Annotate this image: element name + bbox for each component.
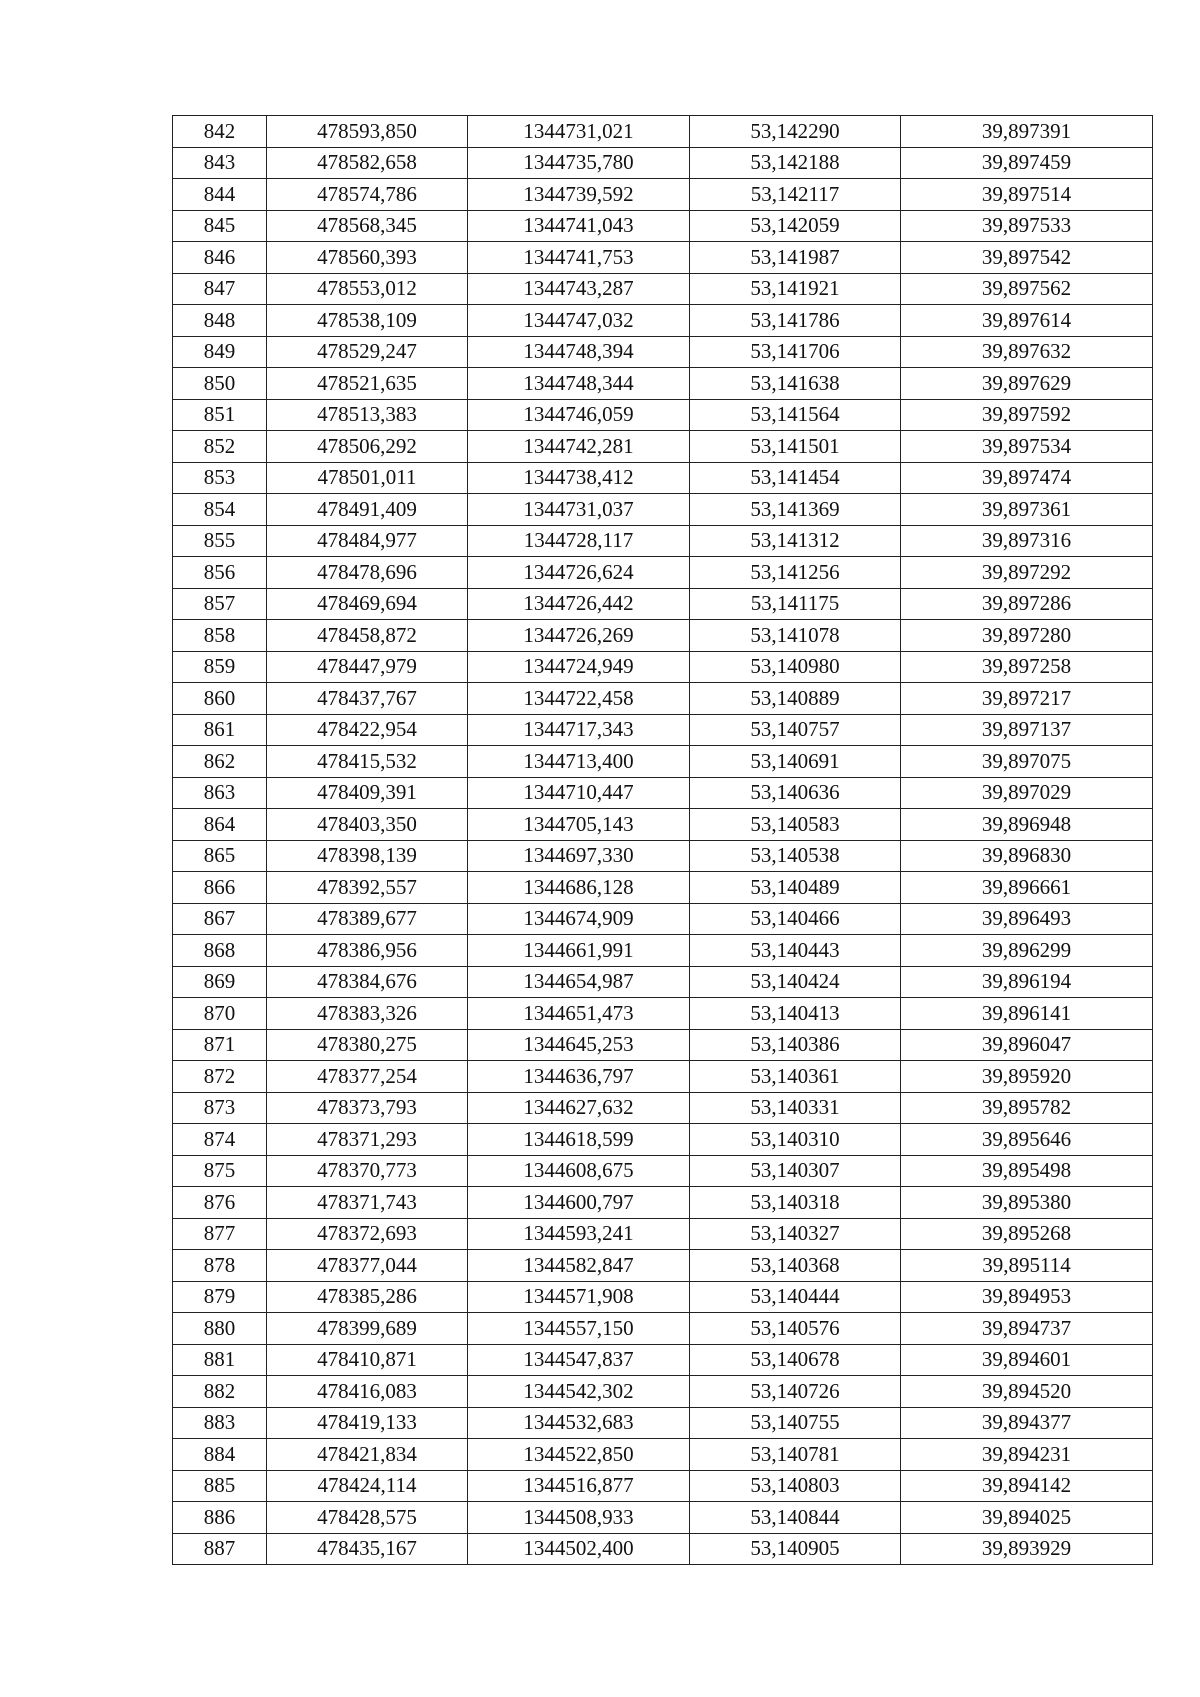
y-coordinate-cell: 1344742,281 (468, 431, 690, 463)
table-row (173, 714, 1153, 746)
y-coordinate-cell: 1344686,128 (468, 872, 690, 904)
point-number-cell: 880 (173, 1313, 267, 1345)
longitude-cell: 39,897075 (901, 746, 1153, 778)
table-row (173, 746, 1153, 778)
x-coordinate-cell: 478484,977 (267, 525, 468, 557)
y-coordinate-cell: 1344705,143 (468, 809, 690, 841)
point-number-cell: 877 (173, 1218, 267, 1250)
latitude-cell: 53,140757 (690, 714, 901, 746)
longitude-cell: 39,897562 (901, 273, 1153, 305)
longitude-cell: 39,894520 (901, 1376, 1153, 1408)
longitude-cell: 39,897514 (901, 179, 1153, 211)
table-row (173, 1124, 1153, 1156)
table-row (173, 1061, 1153, 1093)
y-coordinate-cell: 1344728,117 (468, 525, 690, 557)
y-coordinate-cell: 1344722,458 (468, 683, 690, 715)
x-coordinate-cell: 478593,850 (267, 116, 468, 148)
coordinates-table (172, 115, 1153, 1565)
longitude-cell: 39,897614 (901, 305, 1153, 337)
longitude-cell: 39,896141 (901, 998, 1153, 1030)
x-coordinate-cell: 478478,696 (267, 557, 468, 589)
longitude-cell: 39,896299 (901, 935, 1153, 967)
y-coordinate-cell: 1344651,473 (468, 998, 690, 1030)
y-coordinate-cell: 1344747,032 (468, 305, 690, 337)
x-coordinate-cell: 478383,326 (267, 998, 468, 1030)
y-coordinate-cell: 1344654,987 (468, 966, 690, 998)
table-row (173, 1092, 1153, 1124)
point-number-cell: 862 (173, 746, 267, 778)
point-number-cell: 868 (173, 935, 267, 967)
x-coordinate-cell: 478513,383 (267, 399, 468, 431)
table-row (173, 1470, 1153, 1502)
table-row (173, 683, 1153, 715)
longitude-cell: 39,897292 (901, 557, 1153, 589)
longitude-cell: 39,897534 (901, 431, 1153, 463)
x-coordinate-cell: 478415,532 (267, 746, 468, 778)
longitude-cell: 39,894231 (901, 1439, 1153, 1471)
latitude-cell: 53,141256 (690, 557, 901, 589)
table-row (173, 1533, 1153, 1565)
y-coordinate-cell: 1344661,991 (468, 935, 690, 967)
latitude-cell: 53,140980 (690, 651, 901, 683)
point-number-cell: 879 (173, 1281, 267, 1313)
point-number-cell: 878 (173, 1250, 267, 1282)
point-number-cell: 849 (173, 336, 267, 368)
x-coordinate-cell: 478521,635 (267, 368, 468, 400)
y-coordinate-cell: 1344731,037 (468, 494, 690, 526)
point-number-cell: 850 (173, 368, 267, 400)
point-number-cell: 871 (173, 1029, 267, 1061)
x-coordinate-cell: 478458,872 (267, 620, 468, 652)
x-coordinate-cell: 478386,956 (267, 935, 468, 967)
point-number-cell: 863 (173, 777, 267, 809)
latitude-cell: 53,140803 (690, 1470, 901, 1502)
y-coordinate-cell: 1344516,877 (468, 1470, 690, 1502)
longitude-cell: 39,894953 (901, 1281, 1153, 1313)
x-coordinate-cell: 478538,109 (267, 305, 468, 337)
latitude-cell: 53,140844 (690, 1502, 901, 1534)
point-number-cell: 846 (173, 242, 267, 274)
longitude-cell: 39,894377 (901, 1407, 1153, 1439)
point-number-cell: 848 (173, 305, 267, 337)
latitude-cell: 53,141564 (690, 399, 901, 431)
y-coordinate-cell: 1344542,302 (468, 1376, 690, 1408)
latitude-cell: 53,140413 (690, 998, 901, 1030)
table-row (173, 1281, 1153, 1313)
y-coordinate-cell: 1344717,343 (468, 714, 690, 746)
point-number-cell: 869 (173, 966, 267, 998)
latitude-cell: 53,140331 (690, 1092, 901, 1124)
latitude-cell: 53,142188 (690, 147, 901, 179)
table-row (173, 809, 1153, 841)
table-row (173, 1344, 1153, 1376)
point-number-cell: 865 (173, 840, 267, 872)
table-row (173, 620, 1153, 652)
y-coordinate-cell: 1344739,592 (468, 179, 690, 211)
table-row (173, 336, 1153, 368)
longitude-cell: 39,895920 (901, 1061, 1153, 1093)
table-row (173, 1439, 1153, 1471)
longitude-cell: 39,895114 (901, 1250, 1153, 1282)
point-number-cell: 860 (173, 683, 267, 715)
y-coordinate-cell: 1344726,624 (468, 557, 690, 589)
latitude-cell: 53,141369 (690, 494, 901, 526)
point-number-cell: 885 (173, 1470, 267, 1502)
x-coordinate-cell: 478371,743 (267, 1187, 468, 1219)
latitude-cell: 53,140307 (690, 1155, 901, 1187)
y-coordinate-cell: 1344726,442 (468, 588, 690, 620)
y-coordinate-cell: 1344547,837 (468, 1344, 690, 1376)
latitude-cell: 53,140781 (690, 1439, 901, 1471)
table-row (173, 588, 1153, 620)
x-coordinate-cell: 478529,247 (267, 336, 468, 368)
x-coordinate-cell: 478435,167 (267, 1533, 468, 1565)
table-row (173, 903, 1153, 935)
y-coordinate-cell: 1344593,241 (468, 1218, 690, 1250)
point-number-cell: 859 (173, 651, 267, 683)
longitude-cell: 39,897629 (901, 368, 1153, 400)
table-row (173, 242, 1153, 274)
x-coordinate-cell: 478380,275 (267, 1029, 468, 1061)
x-coordinate-cell: 478582,658 (267, 147, 468, 179)
longitude-cell: 39,896047 (901, 1029, 1153, 1061)
y-coordinate-cell: 1344608,675 (468, 1155, 690, 1187)
point-number-cell: 851 (173, 399, 267, 431)
longitude-cell: 39,897286 (901, 588, 1153, 620)
table-row (173, 935, 1153, 967)
x-coordinate-cell: 478560,393 (267, 242, 468, 274)
x-coordinate-cell: 478424,114 (267, 1470, 468, 1502)
point-number-cell: 884 (173, 1439, 267, 1471)
y-coordinate-cell: 1344674,909 (468, 903, 690, 935)
y-coordinate-cell: 1344748,344 (468, 368, 690, 400)
longitude-cell: 39,896830 (901, 840, 1153, 872)
table-row (173, 147, 1153, 179)
point-number-cell: 872 (173, 1061, 267, 1093)
x-coordinate-cell: 478421,834 (267, 1439, 468, 1471)
y-coordinate-cell: 1344738,412 (468, 462, 690, 494)
point-number-cell: 886 (173, 1502, 267, 1534)
latitude-cell: 53,141312 (690, 525, 901, 557)
y-coordinate-cell: 1344618,599 (468, 1124, 690, 1156)
x-coordinate-cell: 478422,954 (267, 714, 468, 746)
latitude-cell: 53,141638 (690, 368, 901, 400)
point-number-cell: 873 (173, 1092, 267, 1124)
y-coordinate-cell: 1344735,780 (468, 147, 690, 179)
table-row (173, 116, 1153, 148)
table-row (173, 1218, 1153, 1250)
longitude-cell: 39,897474 (901, 462, 1153, 494)
latitude-cell: 53,140466 (690, 903, 901, 935)
y-coordinate-cell: 1344748,394 (468, 336, 690, 368)
x-coordinate-cell: 478419,133 (267, 1407, 468, 1439)
longitude-cell: 39,896948 (901, 809, 1153, 841)
table-row (173, 305, 1153, 337)
table-row (173, 1376, 1153, 1408)
x-coordinate-cell: 478377,254 (267, 1061, 468, 1093)
longitude-cell: 39,894601 (901, 1344, 1153, 1376)
x-coordinate-cell: 478568,345 (267, 210, 468, 242)
latitude-cell: 53,141921 (690, 273, 901, 305)
point-number-cell: 864 (173, 809, 267, 841)
point-number-cell: 843 (173, 147, 267, 179)
point-number-cell: 876 (173, 1187, 267, 1219)
x-coordinate-cell: 478410,871 (267, 1344, 468, 1376)
y-coordinate-cell: 1344645,253 (468, 1029, 690, 1061)
y-coordinate-cell: 1344726,269 (468, 620, 690, 652)
table-row (173, 1155, 1153, 1187)
point-number-cell: 858 (173, 620, 267, 652)
table-row (173, 431, 1153, 463)
latitude-cell: 53,140583 (690, 809, 901, 841)
longitude-cell: 39,897533 (901, 210, 1153, 242)
table-row (173, 1407, 1153, 1439)
latitude-cell: 53,140318 (690, 1187, 901, 1219)
table-row (173, 1187, 1153, 1219)
x-coordinate-cell: 478398,139 (267, 840, 468, 872)
table-row (173, 1250, 1153, 1282)
latitude-cell: 53,141454 (690, 462, 901, 494)
longitude-cell: 39,897361 (901, 494, 1153, 526)
longitude-cell: 39,897542 (901, 242, 1153, 274)
longitude-cell: 39,897632 (901, 336, 1153, 368)
longitude-cell: 39,897137 (901, 714, 1153, 746)
latitude-cell: 53,140310 (690, 1124, 901, 1156)
point-number-cell: 847 (173, 273, 267, 305)
latitude-cell: 53,140678 (690, 1344, 901, 1376)
table-row (173, 179, 1153, 211)
x-coordinate-cell: 478574,786 (267, 179, 468, 211)
latitude-cell: 53,140489 (690, 872, 901, 904)
x-coordinate-cell: 478389,677 (267, 903, 468, 935)
latitude-cell: 53,141078 (690, 620, 901, 652)
latitude-cell: 53,140576 (690, 1313, 901, 1345)
point-number-cell: 874 (173, 1124, 267, 1156)
x-coordinate-cell: 478469,694 (267, 588, 468, 620)
latitude-cell: 53,140444 (690, 1281, 901, 1313)
point-number-cell: 887 (173, 1533, 267, 1565)
table-row (173, 1502, 1153, 1534)
latitude-cell: 53,141175 (690, 588, 901, 620)
latitude-cell: 53,141501 (690, 431, 901, 463)
table-row (173, 462, 1153, 494)
latitude-cell: 53,141786 (690, 305, 901, 337)
longitude-cell: 39,895268 (901, 1218, 1153, 1250)
latitude-cell: 53,142059 (690, 210, 901, 242)
x-coordinate-cell: 478409,391 (267, 777, 468, 809)
latitude-cell: 53,140327 (690, 1218, 901, 1250)
y-coordinate-cell: 1344508,933 (468, 1502, 690, 1534)
table-row (173, 840, 1153, 872)
latitude-cell: 53,140538 (690, 840, 901, 872)
latitude-cell: 53,142117 (690, 179, 901, 211)
y-coordinate-cell: 1344627,632 (468, 1092, 690, 1124)
longitude-cell: 39,896194 (901, 966, 1153, 998)
y-coordinate-cell: 1344557,150 (468, 1313, 690, 1345)
latitude-cell: 53,141706 (690, 336, 901, 368)
longitude-cell: 39,894142 (901, 1470, 1153, 1502)
y-coordinate-cell: 1344522,850 (468, 1439, 690, 1471)
x-coordinate-cell: 478392,557 (267, 872, 468, 904)
y-coordinate-cell: 1344502,400 (468, 1533, 690, 1565)
table-row (173, 872, 1153, 904)
x-coordinate-cell: 478371,293 (267, 1124, 468, 1156)
y-coordinate-cell: 1344697,330 (468, 840, 690, 872)
x-coordinate-cell: 478403,350 (267, 809, 468, 841)
point-number-cell: 856 (173, 557, 267, 589)
longitude-cell: 39,893929 (901, 1533, 1153, 1565)
point-number-cell: 845 (173, 210, 267, 242)
x-coordinate-cell: 478416,083 (267, 1376, 468, 1408)
point-number-cell: 853 (173, 462, 267, 494)
longitude-cell: 39,897592 (901, 399, 1153, 431)
table-row (173, 998, 1153, 1030)
point-number-cell: 866 (173, 872, 267, 904)
point-number-cell: 852 (173, 431, 267, 463)
x-coordinate-cell: 478553,012 (267, 273, 468, 305)
x-coordinate-cell: 478399,689 (267, 1313, 468, 1345)
latitude-cell: 53,142290 (690, 116, 901, 148)
latitude-cell: 53,140691 (690, 746, 901, 778)
coordinates-table-body (173, 116, 1153, 1565)
point-number-cell: 881 (173, 1344, 267, 1376)
table-row (173, 399, 1153, 431)
point-number-cell: 854 (173, 494, 267, 526)
point-number-cell: 875 (173, 1155, 267, 1187)
longitude-cell: 39,897280 (901, 620, 1153, 652)
point-number-cell: 882 (173, 1376, 267, 1408)
x-coordinate-cell: 478385,286 (267, 1281, 468, 1313)
x-coordinate-cell: 478377,044 (267, 1250, 468, 1282)
longitude-cell: 39,895646 (901, 1124, 1153, 1156)
longitude-cell: 39,897258 (901, 651, 1153, 683)
point-number-cell: 870 (173, 998, 267, 1030)
longitude-cell: 39,897391 (901, 116, 1153, 148)
table-row (173, 368, 1153, 400)
y-coordinate-cell: 1344741,753 (468, 242, 690, 274)
longitude-cell: 39,897316 (901, 525, 1153, 557)
latitude-cell: 53,140636 (690, 777, 901, 809)
point-number-cell: 855 (173, 525, 267, 557)
longitude-cell: 39,896661 (901, 872, 1153, 904)
longitude-cell: 39,894025 (901, 1502, 1153, 1534)
table-row (173, 777, 1153, 809)
y-coordinate-cell: 1344532,683 (468, 1407, 690, 1439)
x-coordinate-cell: 478372,693 (267, 1218, 468, 1250)
point-number-cell: 844 (173, 179, 267, 211)
latitude-cell: 53,140443 (690, 935, 901, 967)
point-number-cell: 883 (173, 1407, 267, 1439)
table-row (173, 1313, 1153, 1345)
point-number-cell: 857 (173, 588, 267, 620)
y-coordinate-cell: 1344600,797 (468, 1187, 690, 1219)
latitude-cell: 53,140905 (690, 1533, 901, 1565)
y-coordinate-cell: 1344731,021 (468, 116, 690, 148)
longitude-cell: 39,897459 (901, 147, 1153, 179)
latitude-cell: 53,140386 (690, 1029, 901, 1061)
latitude-cell: 53,140368 (690, 1250, 901, 1282)
point-number-cell: 842 (173, 116, 267, 148)
x-coordinate-cell: 478428,575 (267, 1502, 468, 1534)
longitude-cell: 39,897217 (901, 683, 1153, 715)
y-coordinate-cell: 1344743,287 (468, 273, 690, 305)
table-row (173, 494, 1153, 526)
latitude-cell: 53,141987 (690, 242, 901, 274)
x-coordinate-cell: 478501,011 (267, 462, 468, 494)
table-row (173, 525, 1153, 557)
latitude-cell: 53,140889 (690, 683, 901, 715)
x-coordinate-cell: 478370,773 (267, 1155, 468, 1187)
x-coordinate-cell: 478491,409 (267, 494, 468, 526)
y-coordinate-cell: 1344571,908 (468, 1281, 690, 1313)
y-coordinate-cell: 1344741,043 (468, 210, 690, 242)
longitude-cell: 39,895782 (901, 1092, 1153, 1124)
table-row (173, 1029, 1153, 1061)
latitude-cell: 53,140755 (690, 1407, 901, 1439)
y-coordinate-cell: 1344636,797 (468, 1061, 690, 1093)
x-coordinate-cell: 478373,793 (267, 1092, 468, 1124)
longitude-cell: 39,894737 (901, 1313, 1153, 1345)
x-coordinate-cell: 478447,979 (267, 651, 468, 683)
y-coordinate-cell: 1344710,447 (468, 777, 690, 809)
x-coordinate-cell: 478506,292 (267, 431, 468, 463)
table-row (173, 273, 1153, 305)
longitude-cell: 39,896493 (901, 903, 1153, 935)
x-coordinate-cell: 478437,767 (267, 683, 468, 715)
table-row (173, 557, 1153, 589)
table-row (173, 966, 1153, 998)
table-row (173, 651, 1153, 683)
y-coordinate-cell: 1344713,400 (468, 746, 690, 778)
point-number-cell: 861 (173, 714, 267, 746)
longitude-cell: 39,895498 (901, 1155, 1153, 1187)
longitude-cell: 39,897029 (901, 777, 1153, 809)
latitude-cell: 53,140424 (690, 966, 901, 998)
table-row (173, 210, 1153, 242)
point-number-cell: 867 (173, 903, 267, 935)
y-coordinate-cell: 1344746,059 (468, 399, 690, 431)
latitude-cell: 53,140726 (690, 1376, 901, 1408)
y-coordinate-cell: 1344582,847 (468, 1250, 690, 1282)
latitude-cell: 53,140361 (690, 1061, 901, 1093)
longitude-cell: 39,895380 (901, 1187, 1153, 1219)
y-coordinate-cell: 1344724,949 (468, 651, 690, 683)
x-coordinate-cell: 478384,676 (267, 966, 468, 998)
